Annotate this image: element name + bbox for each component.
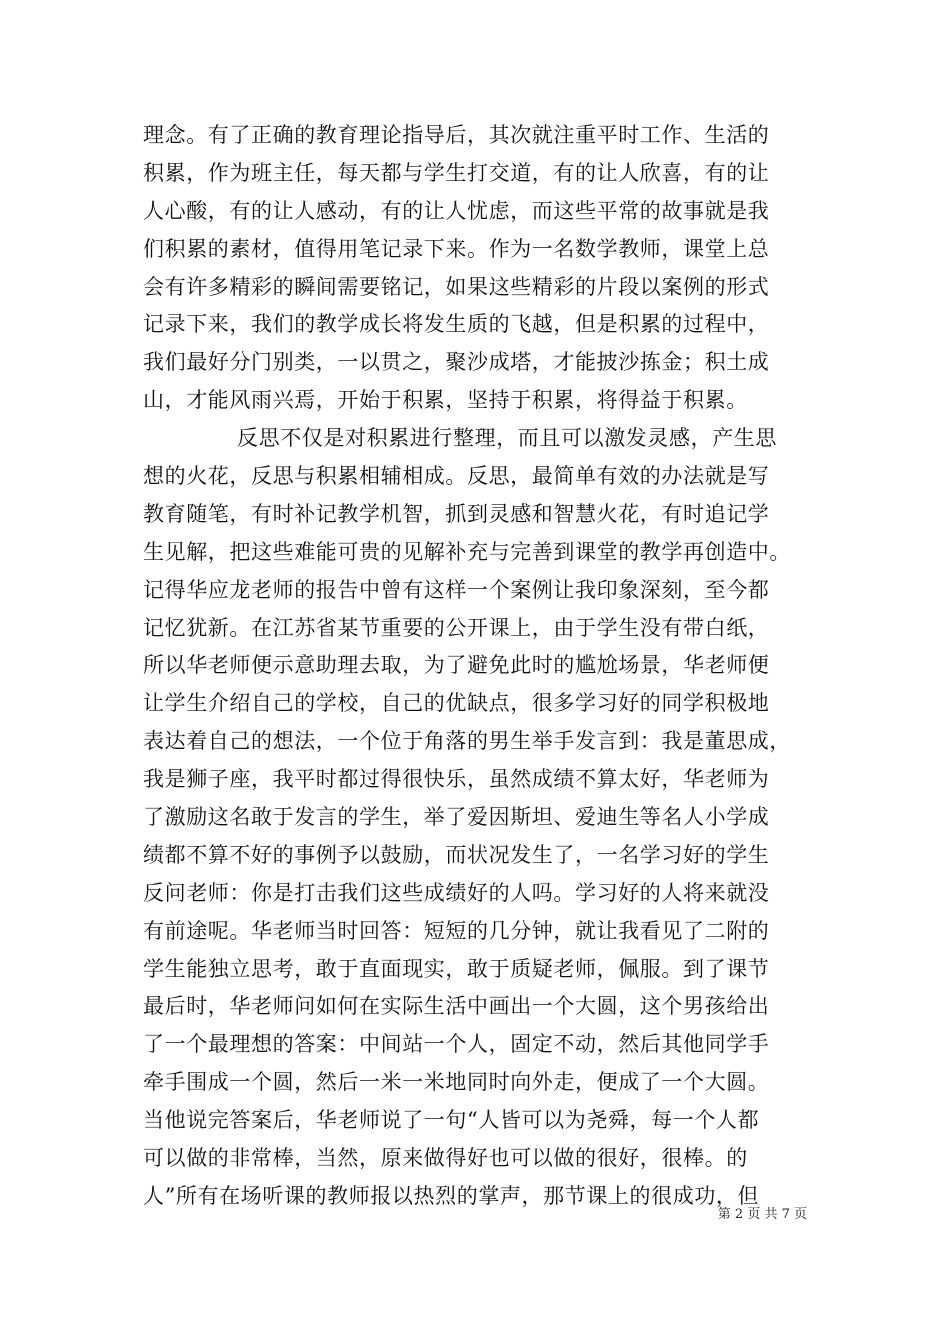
- text-line: 有前途呢。华老师当时回答：短短的几分钟，就让我看见了二附的: [143, 918, 770, 943]
- text-line: 了一个最理想的答案：中间站一个人，固定不动，然后其他同学手: [143, 1032, 770, 1057]
- text-line: 了激励这名敢于发言的学生，举了爱因斯坦、爱迪生等名人小学成: [143, 805, 770, 830]
- text-line: 我们最好分门别类，一以贯之，聚沙成塔，才能披沙拣金；积土成: [143, 350, 770, 375]
- text-line: 当他说完答案后，华老师说了一句“人皆可以为尧舜，每一个人都: [143, 1108, 760, 1133]
- text-line: 人”所有在场听课的教师报以热烈的掌声，那节课上的很成功，但: [143, 1183, 760, 1208]
- text-line: 反问老师：你是打击我们这些成绩好的人吗。学习好的人将来就没: [143, 880, 770, 905]
- body-text: [143, 117, 823, 1216]
- text-line: 最后时，华老师问如何在实际生活中画出一个大圆，这个男孩给出: [143, 994, 770, 1019]
- text-line: 牵手围成一个圆，然后一米一米地同时向外走，便成了一个大圆。: [143, 1070, 770, 1095]
- text-line: 我是狮子座，我平时都过得很快乐，虽然成绩不算太好，华老师为: [143, 767, 770, 792]
- text-line: 可以做的非常棒，当然，原来做得好也可以做的很好，很棒。的: [143, 1146, 748, 1171]
- text-line: 绩都不算不好的事例予以鼓励，而状况发生了，一名学习好的学生: [143, 842, 770, 867]
- text-line: 让学生介绍自己的学校，自己的优缺点，很多学习好的同学积极地: [143, 691, 770, 716]
- text-line: 们积累的素材，值得用笔记录下来。作为一名数学教师，课堂上总: [143, 236, 770, 261]
- text-line: 想的火花，反思与积累相辅相成。反思，最简单有效的办法就是写: [143, 464, 770, 489]
- text-line: 山，才能风雨兴焉，开始于积累，坚持于积累，将得益于积累。: [143, 388, 748, 413]
- text-line: 教育随笔，有时补记教学机智，抓到灵感和智慧火花，有时追记学: [143, 501, 770, 526]
- text-line: 人心酸，有的让人感动，有的让人忧虑，而这些平常的故事就是我: [143, 198, 770, 223]
- text-line: 所以华老师便示意助理去取，为了避免此时的尴尬场景，华老师便: [143, 653, 770, 678]
- text-line: 生见解，把这些难能可贵的见解补充与完善到课堂的教学再创造中。: [143, 539, 791, 564]
- text-line: 积累，作为班主任，每天都与学生打交道，有的让人欣喜，有的让: [143, 160, 770, 185]
- text-line: 记忆犹新。在江苏省某节重要的公开课上，由于学生没有带白纸，: [143, 615, 770, 640]
- text-line: 学生能独立思考，敢于直面现实，敢于质疑老师，佩服。到了课节: [143, 956, 770, 981]
- paragraph-1: [143, 117, 823, 420]
- page-number-footer: 第 2 页 共 7 页: [717, 1207, 807, 1222]
- text-line: 记得华应龙老师的报告中曾有这样一个案例让我印象深刻，至今都: [143, 577, 770, 602]
- text-line: 理念。有了正确的教育理论指导后，其次就注重平时工作、生活的: [143, 123, 770, 147]
- text-line: 反思不仅是对积累进行整理，而且可以激发灵感，产生思: [237, 426, 777, 451]
- text-line: 表达着自己的想法，一个位于角落的男生举手发言到：我是董思成，: [143, 729, 791, 754]
- text-line: 记录下来，我们的教学成长将发生质的飞越，但是积累的过程中，: [143, 312, 770, 337]
- text-line: 会有许多精彩的瞬间需要铭记，如果这些精彩的片段以案例的形式: [143, 274, 770, 299]
- paragraph-2: [143, 420, 823, 1216]
